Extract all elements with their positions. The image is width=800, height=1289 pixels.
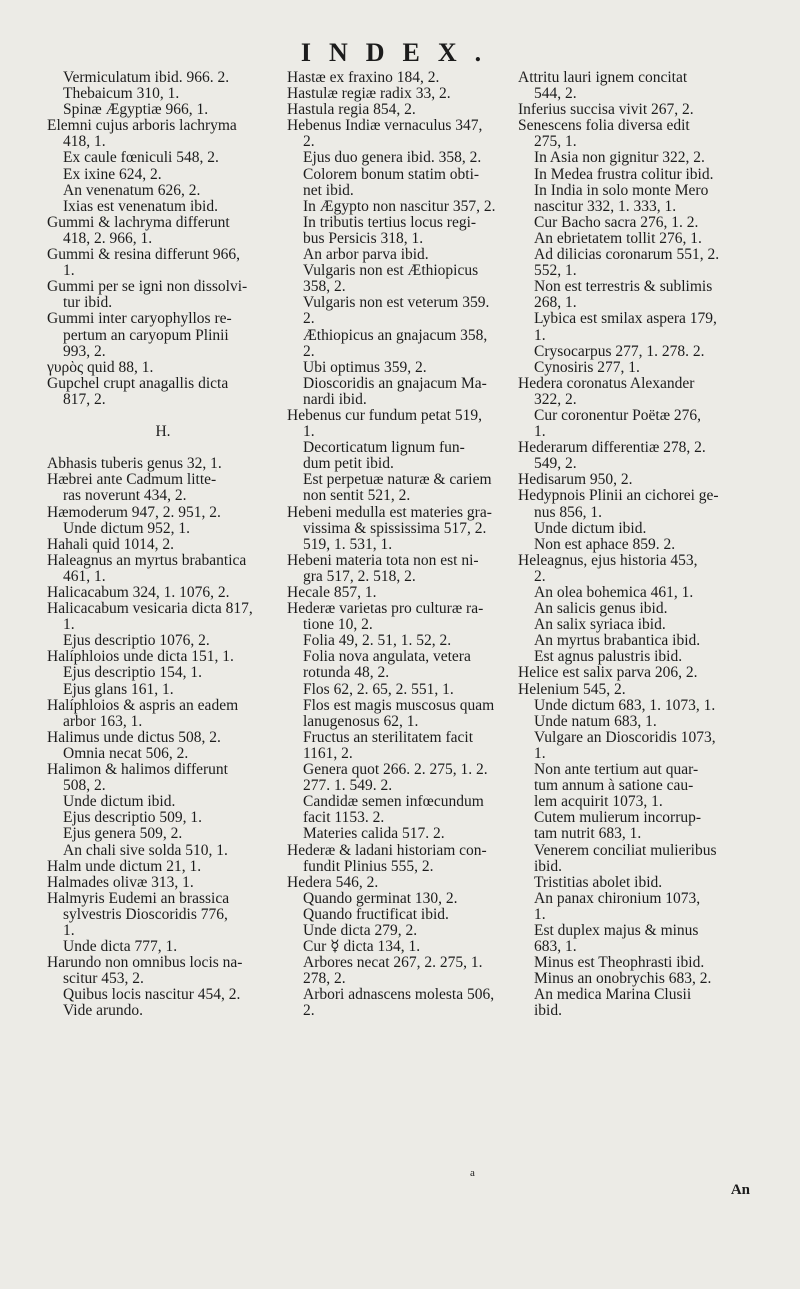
index-entry: Folia 49, 2. 51, 1. 52, 2. <box>303 632 452 650</box>
index-entry: net ibid. <box>303 181 354 199</box>
index-entry: Lybica est smilax aspera 179, <box>534 310 717 328</box>
index-entry: Ejus duo genera ibid. 358, 2. <box>303 149 482 167</box>
index-entry: Vulgare an Dioscoridis 1073, <box>534 728 716 746</box>
index-entry: nascitur 332, 1. 333, 1. <box>534 197 677 215</box>
index-entry: 1. <box>303 423 315 441</box>
index-entry: 268, 1. <box>534 294 577 312</box>
index-entry: Hæbrei ante Cadmum litte- <box>47 471 217 489</box>
index-entry: scitur 453, 2. <box>63 970 144 988</box>
index-entry: Æthiopicus an gnajacum 358, <box>303 326 488 344</box>
index-entry: Quando fructificat ibid. <box>303 905 449 923</box>
index-entry: Est agnus palustris ibid. <box>534 648 683 666</box>
index-entry: rotunda 48, 2. <box>303 664 390 682</box>
index-entry: 418, 1. <box>63 133 106 151</box>
index-entry: Venerem conciliat mulieribus <box>534 841 717 859</box>
index-entry: Cur Bacho sacra 276, 1. 2. <box>534 213 699 231</box>
index-entry: Hebenus cur fundum petat 519, <box>287 406 482 424</box>
index-entry: lanugenosus 62, 1. <box>303 712 419 730</box>
index-entry: In Asia non gignitur 322, 2. <box>534 149 705 167</box>
index-entry: tam nutrit 683, 1. <box>534 825 642 843</box>
index-entry: Unde natum 683, 1. <box>534 712 657 730</box>
index-entry: Arbores necat 267, 2. 275, 1. <box>303 954 483 972</box>
index-entry: Vulgaris non est Æthiopicus <box>303 262 479 280</box>
index-entry: Halimon & halimos differunt <box>47 761 228 779</box>
index-entry: Halm unde dictum 21, 1. <box>47 857 202 875</box>
index-entry: Spinæ Ægyptiæ 966, 1. <box>63 101 209 119</box>
index-entry: Haleagnus an myrtus brabantica <box>47 551 247 569</box>
index-entry: An chali sive solda 510, 1. <box>63 841 228 859</box>
index-column-left <box>47 70 279 1020</box>
index-entry: Colorem bonum statim obti- <box>303 165 480 183</box>
index-entry: sylvestris Dioscoridis 776, <box>63 905 228 923</box>
index-entry: 1. <box>534 905 546 923</box>
index-entry: Non ante tertium aut quar- <box>534 761 699 779</box>
index-entry: 277. 1. 549. 2. <box>303 777 393 795</box>
index-entry: Ejus descriptio 1076, 2. <box>63 632 210 650</box>
index-entry: 1. <box>534 744 546 762</box>
index-entry: Senescens folia diversa edit <box>518 117 690 135</box>
index-entry: 418, 2. 966, 1. <box>63 229 153 247</box>
index-entry: 2. <box>303 342 315 360</box>
index-entry: ibid. <box>534 857 562 875</box>
index-entry: Est duplex majus & minus <box>534 921 699 939</box>
page-title: INDEX. <box>300 38 500 67</box>
index-entry: vissima & spississima 517, 2. <box>303 519 487 537</box>
index-entry: Cur ☿ dicta 134, 1. <box>303 938 421 956</box>
index-entry: 508, 2. <box>63 777 106 795</box>
index-entry: 2. <box>534 567 546 585</box>
index-entry: 993, 2. <box>63 342 106 360</box>
index-entry: gra 517, 2. 518, 2. <box>303 567 416 585</box>
index-entry: 1. <box>63 262 75 280</box>
index-entry: Helenium 545, 2. <box>518 680 626 698</box>
index-entry: lem acquirit 1073, 1. <box>534 793 663 811</box>
index-entry: 1. <box>534 326 546 344</box>
index-entry: In tributis tertius locus regi- <box>303 213 477 231</box>
index-entry: Halíphloios & aspris an eadem <box>47 696 239 714</box>
index-entry: Hedera coronatus Alexander <box>518 374 695 392</box>
index-entry: 461, 1. <box>63 567 106 585</box>
index-entry: Hedypnois Plinii an cichorei ge- <box>518 487 719 505</box>
blank-line <box>47 408 279 424</box>
index-entry: An salix syriaca ibid. <box>534 616 666 634</box>
index-entry: Ubi optimus 359, 2. <box>303 358 427 376</box>
index-entry: 683, 1. <box>534 938 577 956</box>
index-entry: Dioscoridis an gnajacum Ma- <box>303 374 487 392</box>
index-entry: Cur coronentur Poëtæ 276, <box>534 406 702 424</box>
index-entry: Helice est salix parva 206, 2. <box>518 664 698 682</box>
index-entry: 2. <box>303 310 315 328</box>
index-entry: γυρὸς quid 88, 1. <box>47 358 154 376</box>
index-entry: 552, 1. <box>534 262 577 280</box>
index-entry: Cutem mulierum incorrup- <box>534 809 702 827</box>
index-entry: Ex caule fœniculi 548, 2. <box>63 149 219 167</box>
index-entry: Unde dicta 279, 2. <box>303 921 418 939</box>
index-entry: tur ibid. <box>63 294 113 312</box>
blank-line <box>47 440 279 456</box>
index-entry: ibid. <box>534 1002 562 1020</box>
index-entry: Heleagnus, ejus historia 453, <box>518 551 698 569</box>
index-entry: Cynosiris 277, 1. <box>534 358 640 376</box>
index-entry: nus 856, 1. <box>534 503 603 521</box>
index-entry: arbor 163, 1. <box>63 712 143 730</box>
index-entry: Quando germinat 130, 2. <box>303 889 458 907</box>
index-entry: Arbori adnascens molesta 506, <box>303 986 495 1004</box>
index-entry: Gummi inter caryophyllos re- <box>47 310 232 328</box>
index-entry: Fructus an sterilitatem facit <box>303 728 474 746</box>
index-entry: Halmyris Eudemi an brassica <box>47 889 230 907</box>
index-entry: Thebaicum 310, 1. <box>63 85 180 103</box>
index-entry: 278, 2. <box>303 970 346 988</box>
index-entry: Minus est Theophrasti ibid. <box>534 954 705 972</box>
index-entry: An olea bohemica 461, 1. <box>534 584 694 601</box>
index-entry: Flos est magis muscosus quam <box>303 696 495 714</box>
index-entry: Minus an onobrychis 683, 2. <box>534 970 712 988</box>
index-entry: nardi ibid. <box>303 390 367 408</box>
index-entry: 1. <box>63 921 75 939</box>
index-entry: pertum an caryopum Plinii <box>63 326 229 344</box>
signature-mark: a <box>470 1167 475 1179</box>
index-entry: Gummi & lachryma differunt <box>47 213 230 231</box>
index-entry: Halicacabum vesicaria dicta 817, <box>47 600 253 618</box>
index-entry: Ejus genera 509, 2. <box>63 825 183 843</box>
index-entry: Abhasis tuberis genus 32, 1. <box>47 455 222 473</box>
index-entry: Hederæ & ladani historiam con- <box>287 841 487 859</box>
index-entry: 275, 1. <box>534 133 577 151</box>
index-entry: Vide arundo. <box>63 1002 143 1020</box>
index-entry: Hedisarum 950, 2. <box>518 471 633 489</box>
index-entry: Non est terrestris & sublimis <box>534 278 713 296</box>
index-entry: Quibus locis nascitur 454, 2. <box>63 986 241 1004</box>
index-entry: Materies calida 517. 2. <box>303 825 445 843</box>
index-entry: tum annum à satione cau- <box>534 777 694 795</box>
index-entry: Gupchel crupt anagallis dicta <box>47 374 229 392</box>
index-entry: Gummi per se igni non dissolvi- <box>47 278 248 296</box>
index-entry: Unde dictum 952, 1. <box>63 519 190 537</box>
index-entry: Unde dictum 683, 1. 1073, 1. <box>534 696 716 714</box>
index-entry: ras noverunt 434, 2. <box>63 487 187 505</box>
index-entry: An medica Marina Clusii <box>534 986 692 1004</box>
index-entry: 1. <box>63 616 75 634</box>
index-entry: Hederarum differentiæ 278, 2. <box>518 439 706 457</box>
index-entry: Hebenus Indiæ vernaculus 347, <box>287 117 483 135</box>
index-entry: In India in solo monte Mero <box>534 181 709 199</box>
index-entry: Ejus glans 161, 1. <box>63 680 174 698</box>
index-entry: An arbor parva ibid. <box>303 246 429 264</box>
index-entry: Candidæ semen infœcundum <box>303 793 484 811</box>
index-entry: fundit Plinius 555, 2. <box>303 857 434 875</box>
index-entry: Tristitias abolet ibid. <box>534 873 663 891</box>
index-entry: Genera quot 266. 2. 275, 1. 2. <box>303 761 488 779</box>
index-entry: Unde dictum ibid. <box>63 793 176 811</box>
index-entry: Unde dicta 777, 1. <box>63 938 178 956</box>
index-entry: An myrtus brabantica ibid. <box>534 632 701 650</box>
index-entry: Inferius succisa vivit 267, 2. <box>518 101 694 119</box>
index-entry: An salicis genus ibid. <box>534 600 668 618</box>
index-entry: Non est aphace 859. 2. <box>534 535 676 553</box>
index-entry: Hastula regia 854, 2. <box>287 101 416 119</box>
index-entry: Crysocarpus 277, 1. 278. 2. <box>534 342 705 360</box>
index-entry: 817, 2. <box>63 390 106 408</box>
index-entry: An panax chironium 1073, <box>534 889 701 907</box>
index-entry: Vermiculatum ibid. 966. 2. <box>63 69 230 86</box>
index-entry: 2. <box>303 1002 315 1020</box>
index-entry: Hederæ varietas pro culturæ ra- <box>287 600 484 618</box>
index-entry: facit 1153. 2. <box>303 809 385 827</box>
index-entry: 358, 2. <box>303 278 346 296</box>
index-entry: Flos 62, 2. 65, 2. 551, 1. <box>303 680 454 698</box>
section-letter: H. <box>155 423 171 441</box>
index-entry: Hebeni medulla est materies gra- <box>287 503 492 521</box>
index-entry: Ejus descriptio 509, 1. <box>63 809 203 827</box>
index-entry: 2. <box>303 133 315 151</box>
index-column-right <box>518 70 756 1020</box>
index-entry: Halmades olivæ 313, 1. <box>47 873 194 891</box>
index-entry: Ex ixine 624, 2. <box>63 165 162 183</box>
index-entry: In Ægypto non nascitur 357, 2. <box>303 197 496 215</box>
index-entry: Hedera 546, 2. <box>287 873 379 891</box>
index-entry: Ixias est venenatum ibid. <box>63 197 218 215</box>
index-entry: An venenatum 626, 2. <box>63 181 201 199</box>
index-entry: non sentit 521, 2. <box>303 487 411 505</box>
index-entry: Hecale 857, 1. <box>287 584 377 601</box>
index-entry: 1161, 2. <box>303 744 353 762</box>
index-entry: Ejus descriptio 154, 1. <box>63 664 203 682</box>
index-entry: Harundo non omnibus locis na- <box>47 954 243 972</box>
index-entry: An ebrietatem tollit 276, 1. <box>534 229 702 247</box>
index-entry: Hahali quid 1014, 2. <box>47 535 174 553</box>
index-entry: 544, 2. <box>534 85 577 103</box>
index-entry: Ad dilicias coronarum 551, 2. <box>534 246 720 264</box>
index-entry: Decorticatum lignum fun- <box>303 439 465 457</box>
index-entry: 322, 2. <box>534 390 577 408</box>
index-entry: Unde dictum ibid. <box>534 519 647 537</box>
index-entry: 519, 1. 531, 1. <box>303 535 393 553</box>
index-entry: Hastulæ regiæ radix 33, 2. <box>287 85 451 103</box>
index-entry: Elemni cujus arboris lachryma <box>47 117 237 135</box>
index-entry: 549, 2. <box>534 455 577 473</box>
index-entry: 1. <box>534 423 546 441</box>
index-entry: Hebeni materia tota non est ni- <box>287 551 479 569</box>
index-entry: Halicacabum 324, 1. 1076, 2. <box>47 584 230 601</box>
index-entry: Hæmoderum 947, 2. 951, 2. <box>47 503 221 521</box>
index-entry: Halimus unde dictus 508, 2. <box>47 728 221 746</box>
index-entry: Folia nova angulata, vetera <box>303 648 471 666</box>
index-entry: Hastæ ex fraxino 184, 2. <box>287 69 440 86</box>
index-entry: Gummi & resina differunt 966, <box>47 246 241 264</box>
index-entry: Est perpetuæ naturæ & cariem <box>303 471 492 489</box>
index-entry: Halíphloios unde dicta 151, 1. <box>47 648 234 666</box>
index-entry: dum petit ibid. <box>303 455 394 473</box>
index-entry: tione 10, 2. <box>303 616 373 634</box>
index-entry: Vulgaris non est veterum 359. <box>303 294 490 312</box>
index-entry: Attritu lauri ignem concitat <box>518 69 688 86</box>
catchword: An <box>730 1182 750 1198</box>
index-entry: In Medea frustra colitur ibid. <box>534 165 714 183</box>
index-column-middle <box>287 70 515 1020</box>
index-entry: Omnia necat 506, 2. <box>63 744 189 762</box>
index-entry: bus Persicis 318, 1. <box>303 229 424 247</box>
